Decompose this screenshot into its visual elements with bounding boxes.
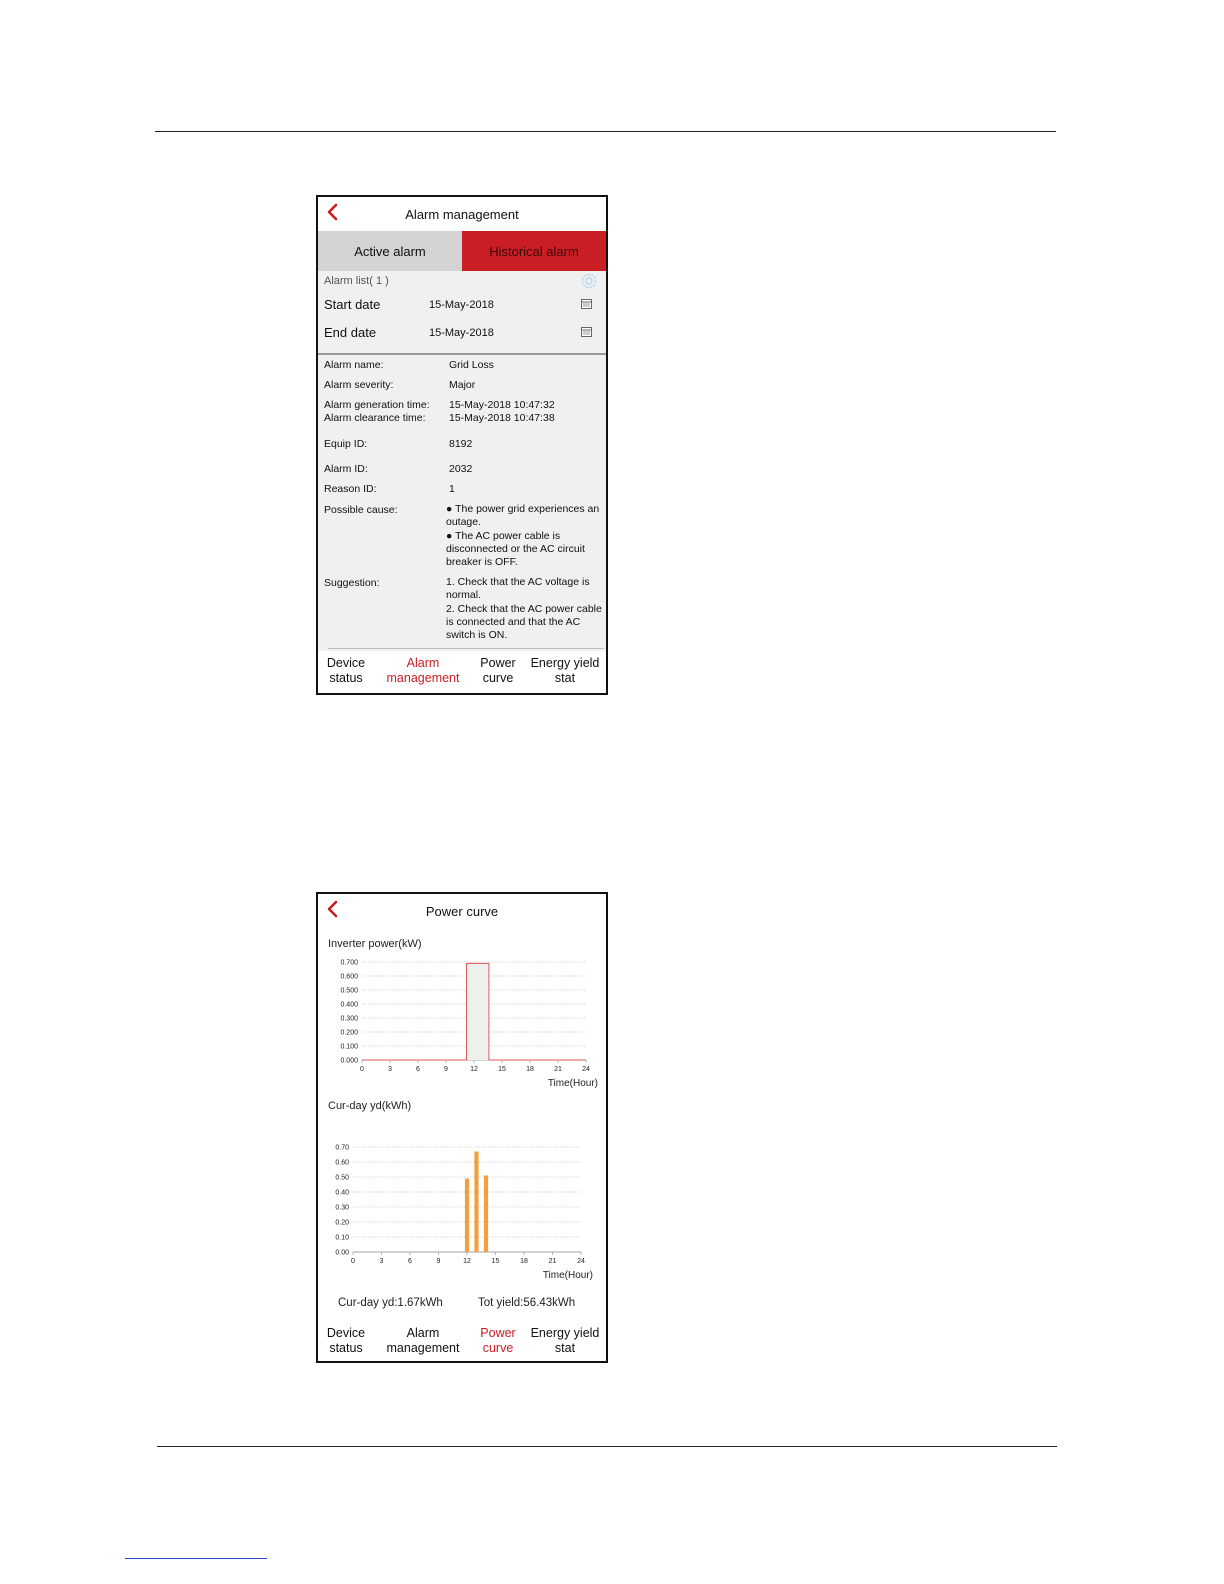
x-tick-label: 24 bbox=[582, 1066, 590, 1073]
y-tick-label: 0.50 bbox=[335, 1174, 349, 1182]
end-date-label: End date bbox=[324, 325, 377, 340]
x-tick-label: 21 bbox=[554, 1066, 562, 1073]
possible-cause-label: Possible cause: bbox=[324, 504, 398, 516]
divider bbox=[328, 648, 604, 649]
generation-time-value: 15-May-2018 10:47:32 bbox=[449, 399, 555, 411]
start-date-value: 15-May-2018 bbox=[429, 299, 494, 311]
x-axis-label: Time(Hour) bbox=[547, 1078, 598, 1089]
y-tick-label: 0.60 bbox=[335, 1159, 349, 1167]
divider bbox=[318, 353, 606, 355]
x-tick-label: 6 bbox=[416, 1066, 420, 1073]
bottom-nav bbox=[318, 651, 606, 691]
y-tick-label: 0.30 bbox=[335, 1204, 349, 1212]
y-tick-label: 0.20 bbox=[335, 1219, 349, 1227]
nav-energy-yield-stat[interactable]: Energy yield stat bbox=[530, 1325, 600, 1355]
alarm-management-screenshot bbox=[316, 195, 608, 695]
suggestion-text bbox=[446, 576, 606, 642]
alarm-list-count: Alarm list( 1 ) bbox=[324, 275, 389, 287]
x-tick-label: 9 bbox=[444, 1066, 448, 1073]
reason-id-value: 1 bbox=[449, 483, 455, 495]
equip-id-value: 8192 bbox=[449, 438, 473, 450]
y-tick-label: 0.700 bbox=[340, 959, 358, 967]
nav-energy-yield-stat[interactable]: Energy yield stat bbox=[530, 655, 600, 685]
x-tick-label: 18 bbox=[520, 1258, 528, 1265]
bar bbox=[465, 1179, 469, 1253]
tab-active-alarm[interactable]: Active alarm bbox=[318, 231, 462, 271]
inverter-power-chart-title: Inverter power(kW) bbox=[328, 938, 422, 950]
calendar-icon[interactable] bbox=[581, 327, 592, 337]
cur-day-yield-chart-title: Cur-day yd(kWh) bbox=[328, 1100, 412, 1112]
nav-alarm-management[interactable]: Alarm management bbox=[386, 655, 460, 685]
x-tick-label: 12 bbox=[470, 1066, 478, 1073]
y-tick-label: 0.40 bbox=[335, 1189, 349, 1197]
tab-historical-alarm[interactable]: Historical alarm bbox=[462, 231, 606, 271]
y-tick-label: 0.100 bbox=[340, 1043, 358, 1051]
alarm-id-label: Alarm ID: bbox=[324, 463, 368, 475]
area-fill bbox=[362, 963, 586, 1060]
x-tick-label: 3 bbox=[388, 1066, 392, 1073]
x-tick-label: 3 bbox=[379, 1258, 384, 1265]
page-title: Power curve bbox=[425, 904, 499, 919]
x-tick-label: 0 bbox=[351, 1258, 355, 1265]
power-curve-screenshot bbox=[316, 892, 608, 1363]
suggestion-item: 2. Check that the AC power cable is connected and that the AC switch is ON. bbox=[446, 602, 602, 642]
bar bbox=[484, 1176, 488, 1253]
alarm-name-label: Alarm name: bbox=[324, 359, 384, 371]
x-tick-label: 24 bbox=[577, 1258, 585, 1265]
footer-rule bbox=[157, 1446, 1057, 1447]
clearance-time-label: Alarm clearance time: bbox=[324, 412, 426, 424]
suggestion-item: 1. Check that the AC voltage is normal. bbox=[446, 576, 590, 602]
x-tick-label: 6 bbox=[408, 1258, 412, 1265]
y-tick-label: 0.000 bbox=[340, 1057, 358, 1065]
equip-id-label: Equip ID: bbox=[324, 438, 368, 450]
cur-day-yield-chart bbox=[318, 1134, 606, 1284]
nav-power-curve[interactable]: Power curve bbox=[480, 1325, 516, 1355]
cause-item: ● The AC power cable is disconnected or the AC circuit breaker is OFF. bbox=[446, 529, 585, 569]
suggestion-label: Suggestion: bbox=[324, 577, 380, 589]
cause-item: ● The power grid experiences an outage. bbox=[446, 503, 600, 529]
alarm-tabs bbox=[318, 231, 606, 271]
x-axis-label: Time(Hour) bbox=[542, 1270, 593, 1281]
y-tick-label: 0.600 bbox=[340, 973, 358, 981]
x-tick-label: 12 bbox=[463, 1258, 471, 1265]
title-bar bbox=[318, 197, 606, 231]
y-tick-label: 0.500 bbox=[340, 987, 358, 995]
x-tick-label: 15 bbox=[491, 1258, 500, 1265]
y-tick-label: 0.10 bbox=[335, 1234, 349, 1242]
bottom-nav bbox=[318, 1321, 606, 1361]
y-tick-label: 0.300 bbox=[340, 1015, 358, 1023]
start-date-label: Start date bbox=[324, 297, 381, 312]
inverter-power-chart bbox=[318, 952, 606, 1092]
page-title: Alarm management bbox=[405, 207, 519, 222]
reason-id-label: Reason ID: bbox=[324, 483, 377, 495]
y-tick-label: 0.200 bbox=[340, 1029, 358, 1037]
x-tick-label: 21 bbox=[548, 1258, 557, 1265]
alarm-severity-value: Major bbox=[449, 379, 476, 391]
calendar-icon[interactable] bbox=[581, 299, 592, 309]
alarm-severity-label: Alarm severity: bbox=[324, 379, 394, 391]
cur-day-yield-total: Cur-day yd:1.67kWh bbox=[338, 1297, 443, 1309]
y-tick-label: 0.70 bbox=[335, 1144, 349, 1152]
title-bar bbox=[318, 894, 606, 928]
possible-cause-text bbox=[446, 503, 606, 569]
bar bbox=[474, 1152, 478, 1253]
clearance-time-value: 15-May-2018 10:47:38 bbox=[449, 412, 555, 424]
total-yield: Tot yield:56.43kWh bbox=[478, 1297, 576, 1309]
nav-device-status[interactable]: Device status bbox=[326, 1325, 366, 1355]
nav-device-status[interactable]: Device status bbox=[326, 655, 366, 685]
end-date-row[interactable] bbox=[318, 319, 606, 347]
y-tick-label: 0.400 bbox=[340, 1001, 358, 1009]
y-tick-label: 0.00 bbox=[335, 1249, 349, 1257]
x-tick-label: 0 bbox=[360, 1066, 364, 1073]
x-tick-label: 15 bbox=[498, 1066, 506, 1073]
alarm-name-value: Grid Loss bbox=[449, 359, 494, 371]
nav-power-curve[interactable]: Power curve bbox=[480, 655, 516, 685]
x-tick-label: 18 bbox=[526, 1066, 534, 1073]
alarm-content bbox=[318, 271, 606, 651]
nav-alarm-management[interactable]: Alarm management bbox=[386, 1325, 460, 1355]
generation-time-label: Alarm generation time: bbox=[324, 399, 430, 411]
gear-icon[interactable] bbox=[580, 272, 598, 290]
alarm-id-value: 2032 bbox=[449, 463, 473, 475]
footer-link-underline bbox=[125, 1558, 267, 1559]
x-tick-label: 9 bbox=[436, 1258, 441, 1265]
start-date-row[interactable] bbox=[318, 291, 606, 319]
end-date-value: 15-May-2018 bbox=[429, 327, 494, 339]
header-rule bbox=[155, 131, 1056, 132]
